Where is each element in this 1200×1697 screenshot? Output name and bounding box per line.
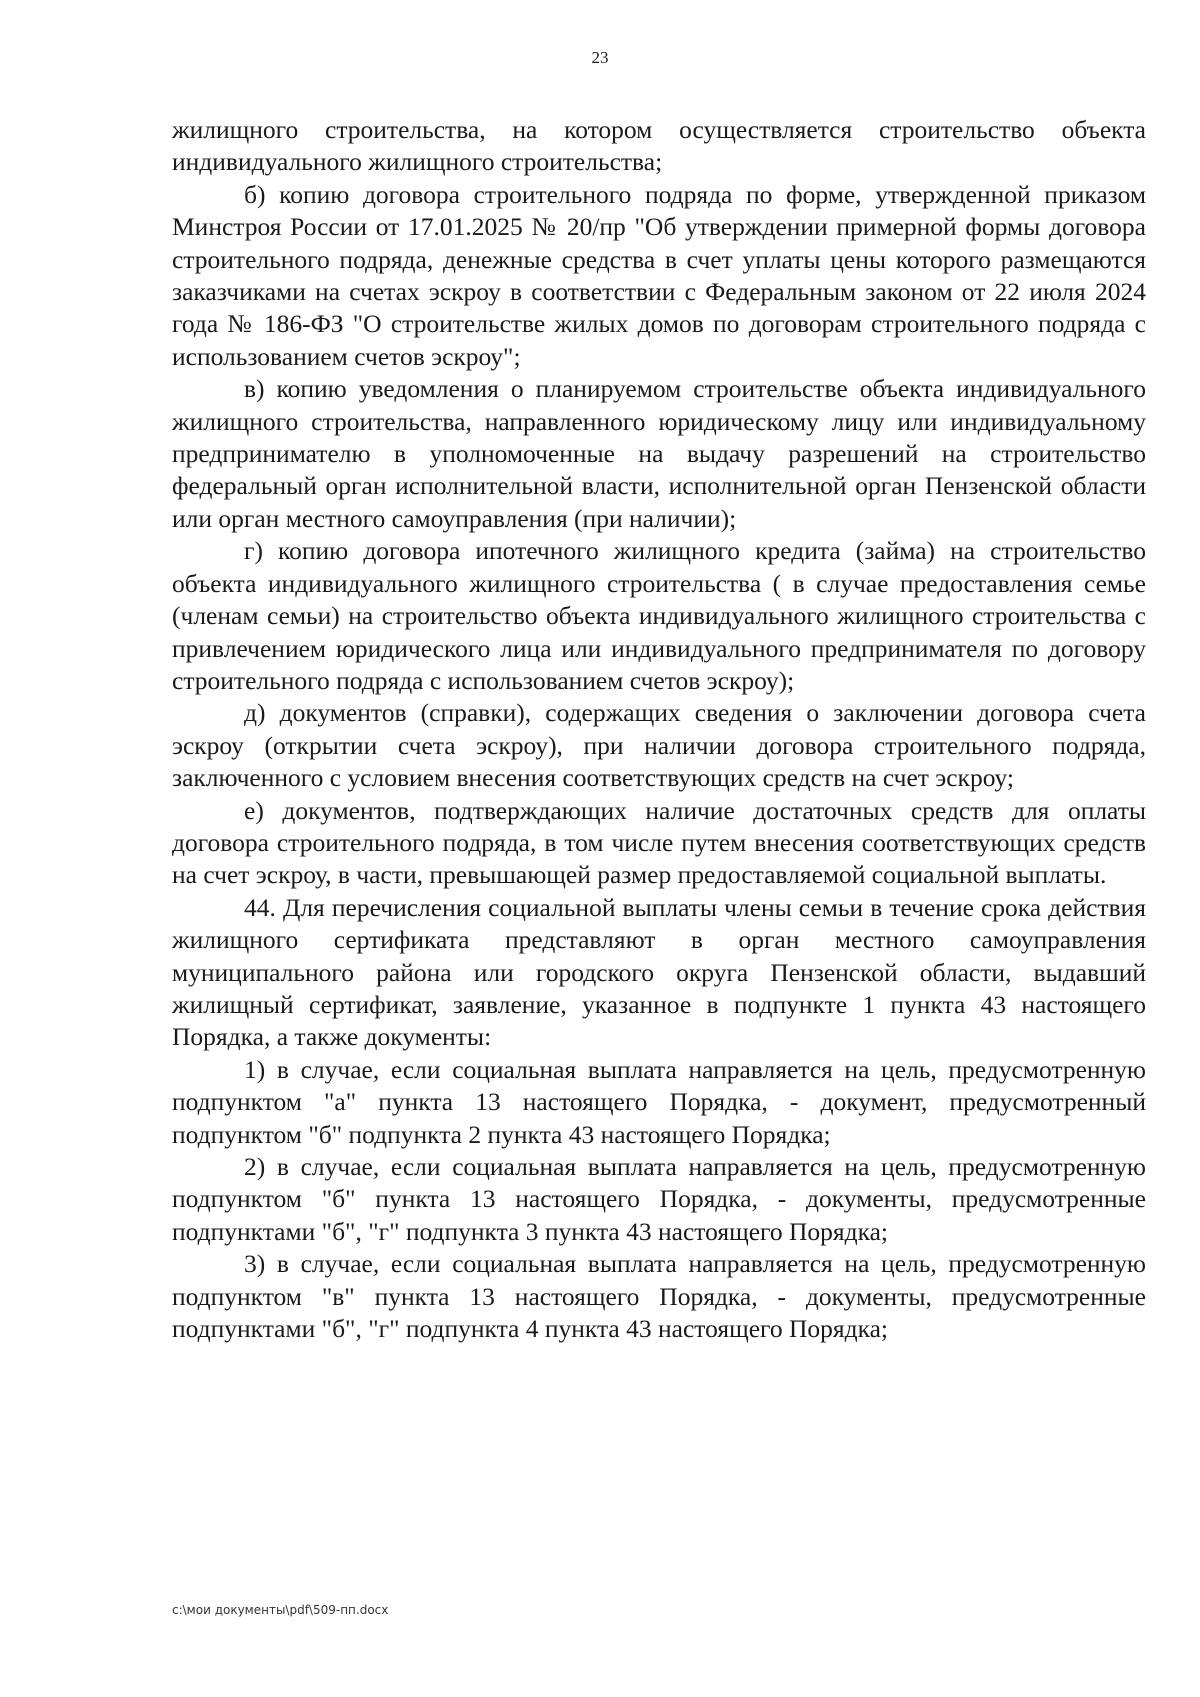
- paragraph-44-2: 2) в случае, если социальная выплата направляется на цель, предусмотренную подпунктом "б" пункта 13 настоящего Порядка, - документы, предусмотренные подпунктами "б", "г" подпункта 3 пункта 43 настоящего Порядка;: [172, 1152, 1146, 1246]
- paragraph-44-3: 3) в случае, если социальная выплата направляется на цель, предусмотренную подпунктом "в" пункта 13 настоящего Порядка, - документы, предусмотренные подпунктами "б", "г" подпункта 4 пункта 43 настоящего Порядка;: [172, 1249, 1146, 1344]
- page-number: 23: [591, 48, 609, 67]
- paragraph-v: в) копию уведомления о планируемом строительстве объекта индивидуального жилищного строительства, направленного юридическому лицу или индивидуальному предпринимателю в уполномоченные на выдачу разрешений на строительство федеральный орган исполнительной власти, исполнительной орган Пензенской области или орган местного самоуправления (при наличии);: [172, 374, 1146, 533]
- paragraph-d: д) документов (справки), содержащих сведения о заключении договора счета эскроу (открытии счета эскроу), при наличии договора строительного подряда, заключенного с условием внесения соответствующих средств на счет эскроу;: [172, 698, 1146, 793]
- paragraph-b: б) копию договора строительного подряда по форме, утвержденной приказом Минстроя России от 17.01.2025 № 20/пр "Об утверждении примерной формы договора строительного подряда, денежные средства в счет уплаты цены которого размещаются заказчиками на счетах эскроу в соответствии с Федеральным законом от 22 июля 2024 года № 186-ФЗ "О строительстве жилых домов по договорам строительного подряда с использованием счетов эскроу";: [172, 179, 1146, 371]
- document-body: [172, 114, 1146, 1345]
- paragraph-44-1: 1) в случае, если социальная выплата направляется на цель, предусмотренную подпунктом "а" пункта 13 настоящего Порядка, - документ, предусмотренный подпунктом "б" подпункта 2 пункта 43 настоящего Порядка;: [172, 1054, 1146, 1149]
- paragraph-continuation: жилищного строительства, на котором осуществляется строительство объекта индивидуального жилищного строительства;: [172, 115, 1146, 177]
- paragraph-g: г) копию договора ипотечного жилищного кредита (займа) на строительство объекта индивидуального жилищного строительства ( в случае предоставления семье (членам семьи) на строительство объекта индивидуального жилищного строительства с привлечением юридического лица или индивидуального предпринимателя по договору строительного подряда с использованием счетов эскроу);: [172, 536, 1146, 695]
- footer-file-path: c:\мои документы\pdf\509-пп.docx: [172, 1603, 389, 1617]
- paragraph-e: е) документов, подтверждающих наличие достаточных средств для оплаты договора строительного подряда, в том числе путем внесения соответствующих средств на счет эскроу, в части, превышающей размер предоставляемой социальной выплаты.: [172, 795, 1146, 890]
- paragraph-44: 44. Для перечисления социальной выплаты члены семьи в течение срока действия жилищного сертификата представляют в орган местного самоуправления муниципального района или городского округа Пензенской области, выдавший жилищный сертификат, заявление, указанное в подпункте 1 пункта 43 настоящего Порядка, а также документы:: [172, 892, 1146, 1052]
